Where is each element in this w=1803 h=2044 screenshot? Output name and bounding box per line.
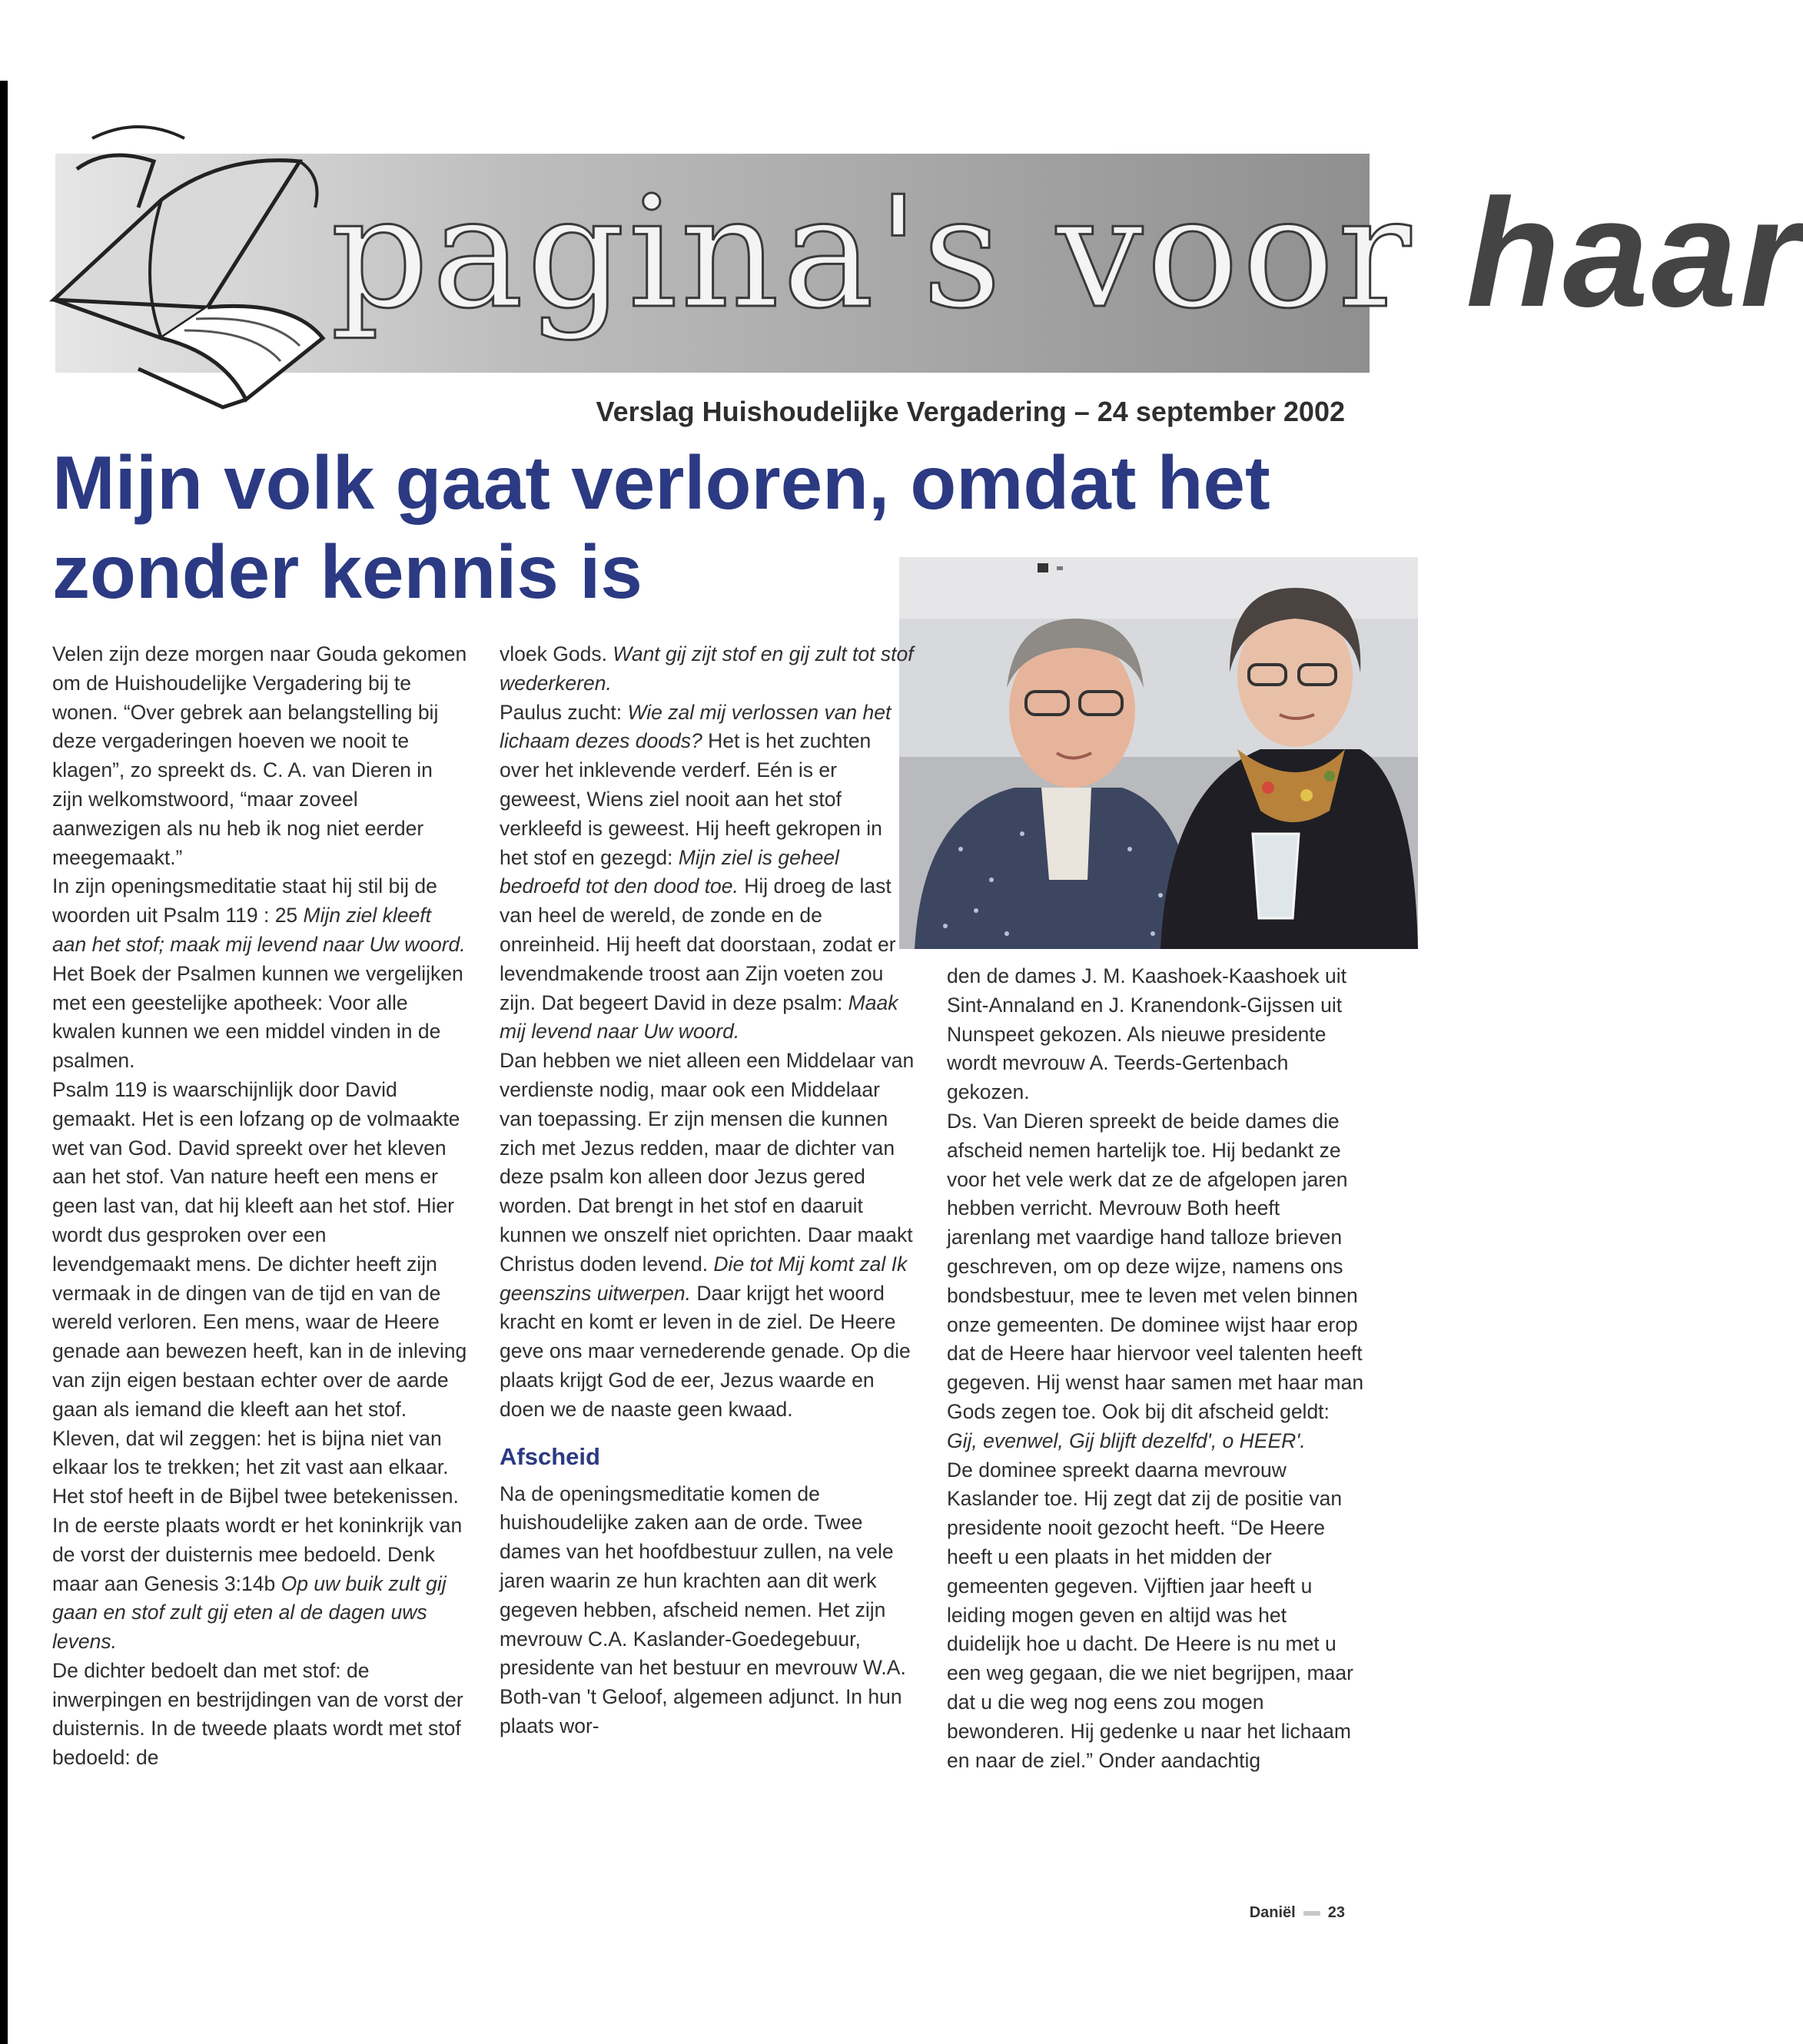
body-text: Het Boek der Psalmen kunnen we vergelijken met een geestelijke apotheek: Voor alle kwalen kunnen we een middel vinden in de psalmen. [52, 961, 463, 1073]
article-subheading: Verslag Huishoudelijke Vergadering – 24 september 2002 [596, 396, 1345, 427]
quote-text: Mijn ziel kleeft aan het stof; maak mij levend naar Uw woord. [52, 904, 466, 956]
quote-text: Maak mij levend naar Uw woord. [500, 990, 898, 1044]
page-folio [1250, 1904, 1345, 1922]
article-paragraph [52, 872, 467, 1076]
section-title [330, 146, 1803, 361]
page-number: 23 [1327, 1904, 1345, 1921]
body-text: In zijn openingsmeditatie staat hij stil bij de woorden uit Psalm 119 : 25 [52, 874, 437, 927]
body-text: Dan hebben we niet alleen een Middelaar van verdienste nodig, maar ook een Middelaar van toepassing. Er zijn mensen die kunnen zich met Jezus redden, maar de dichter van deze psalm kon alleen door Jezus gered worden. Dat brengt in het stof en daaruit kunnen we onszelf niet oprichten. Daar maakt Christus doden levend. [500, 1049, 915, 1276]
body-text: Ds. Van Dieren spreekt de beide dames die afscheid nemen hartelijk toe. Hij bedankt ze voor het vele werk dat ze de afgelopen jaren hebben verricht. Mevrouw Both heeft jarenlang met vaardige hand talloze brieven geschreven, om op deze wijze, namens ons bondsbestuur, mee te leven met velen binnen onze gemeenten. De dominee wijst haar erop dat de Heere haar hiervoor veel talenten heeft gegeven. Hij wenst haar samen met haar man Gods zegen toe. Ook bij dit afscheid geldt: [947, 1109, 1364, 1423]
body-text: den de dames J. M. Kaashoek-Kaashoek uit Sint-Annaland en J. Kranendonk-Gijssen uit Nunspeet gekozen. Als nieuwe presidente wordt mevrouw A. Teerds-Gertenbach gekozen. [947, 964, 1346, 1104]
section-title-accent: haar [1466, 168, 1803, 339]
body-text: De dominee spreekt daarna mevrouw Kaslander toe. Hij zegt dat zij de positie van presidente nooit gezocht heeft. “De Heere heeft u een plaats in het midden der gemeenten gegeven. Vijftien jaar heeft u leiding mogen geven en altijd was het duidelijk hoe u dacht. De Heere is nu met u een weg gegaan, die we niet begrijpen, maar dat u die weg nog eens zou mogen bewonderen. Hij gedenke u naar het lichaam en naar de ziel.” Onder aandachtig [947, 1458, 1353, 1772]
section-title-main: pagina's voor [330, 164, 1466, 343]
article-column-2 [500, 640, 915, 1741]
article-paragraph [52, 640, 467, 872]
body-text: Het is het zuchten over het inklevende verderf. Eén is er geweest, Wiens ziel nooit aan het stof verkleefd is geweest. Hij heeft gekropen in het stof en gezegd: [500, 729, 882, 869]
article-column-1 [52, 640, 467, 1773]
article-paragraph [947, 1107, 1366, 1456]
body-text: Psalm 119 is waarschijnlijk door David gemaakt. Het is een lofzang op de volmaakte wet van God. David spreekt over het kleven aan het stof. Van nature heeft een mens er geen last van, dat hij kleeft aan het stof. Hier wordt dus gesproken over een levendgemaakt mens. De dichter heeft zijn vermaak in de dingen van de tijd en van de wereld verloren. Een mens, waar de Heere genade aan bewezen heeft, kan in de inleving van zijn eigen bestaan echter over de aarde gaan als iemand die kleeft aan het stof. Kleven, dat wil zeggen: het is bijna niet van elkaar los te trekken; het zit vast aan elkaar. Het stof heeft in de Bijbel twee betekenissen. In de eerste plaats wordt er het koninkrijk van de vorst der duisternis mee bedoeld. Denk maar aan Genesis 3:14b [52, 1077, 467, 1595]
body-text: Hij droeg de last van heel de wereld, de zonde en de onreinheid. Hij heeft dat doorstaan, zodat er levendmakende troost aan Zijn voeten zou zijn. Dat begeert David in deze psalm: [500, 874, 896, 1014]
open-book-icon [46, 108, 377, 415]
body-text: Daar krijgt het woord kracht en komt er leven in de ziel. De Heere geve ons maar vernederende genade. Op die plaats krijgt God de eer, Jezus waarde en doen we de naaste geen kwaad. [500, 1281, 911, 1421]
quote-text: Mijn ziel is geheel bedroefd tot den dood toe. [500, 845, 839, 898]
quote-text: Want gij zijt stof en gij zult tot stof wederkeren. [500, 642, 914, 695]
magazine-name: Daniël [1249, 1904, 1296, 1921]
article-paragraph [52, 1657, 467, 1773]
folio-separator [1303, 1911, 1320, 1916]
quote-text: Die tot Mij komt zal Ik geenszins uitwerpen. [500, 1252, 908, 1305]
article-paragraph [500, 1480, 915, 1741]
article-headline: Mijn volk gaat verloren, omdat het zonder kennis is [52, 440, 1270, 614]
article-paragraph [947, 1456, 1366, 1776]
body-text: Velen zijn deze morgen naar Gouda gekomen om de Huishoudelijke Vergadering bij te wonen. “Over gebrek aan belangstelling bij deze vergaderingen hoeven we nooit te klagen”, zo spreekt ds. C. A. van Dieren in zijn welkomstwoord, “maar zoveel aanwezigen als nu heb ik nog niet eerder meegemaakt.” [52, 642, 467, 869]
photo-two-women-seated [899, 557, 1418, 949]
body-text: Paulus zucht: [500, 700, 628, 724]
body-text: Na de openingsmeditatie komen de huishoudelijke zaken aan de orde. Twee dames van het hoofdbestuur zullen, na vele jaren waarin ze hun krachten aan dit werk gegeven hebben, afscheid nemen. Het zijn mevrouw C.A. Kaslander-Goedegebuur, presidente van het bestuur en mevrouw W.A. Both-van 't Geloof, algemeen adjunct. In hun plaats wor- [500, 1482, 906, 1737]
body-text: vloek Gods. [500, 642, 613, 665]
article-paragraph [52, 1076, 467, 1657]
article-paragraph [947, 962, 1366, 1107]
quote-text: Op uw buik zult gij gaan en stof zult gij eten al de dagen uws levens. [52, 1571, 447, 1654]
article-paragraph [500, 1047, 915, 1424]
body-text: De dichter bedoelt dan met stof: de inwerpingen en bestrijdingen van de vorst der duisternis. In de tweede plaats wordt met stof bedoeld: de [52, 1658, 463, 1770]
section-heading-afscheid: Afscheid [500, 1442, 600, 1470]
article-paragraph [500, 698, 915, 1047]
quote-text: Gij, evenwel, Gij blijft dezelfd', o HEER'. [947, 1428, 1306, 1452]
article-paragraph [500, 640, 915, 698]
quote-text: Wie zal mij verlossen van het lichaam dezes doods? [500, 700, 892, 753]
article-column-3 [947, 962, 1366, 1775]
page-edge-bar [0, 81, 8, 2044]
